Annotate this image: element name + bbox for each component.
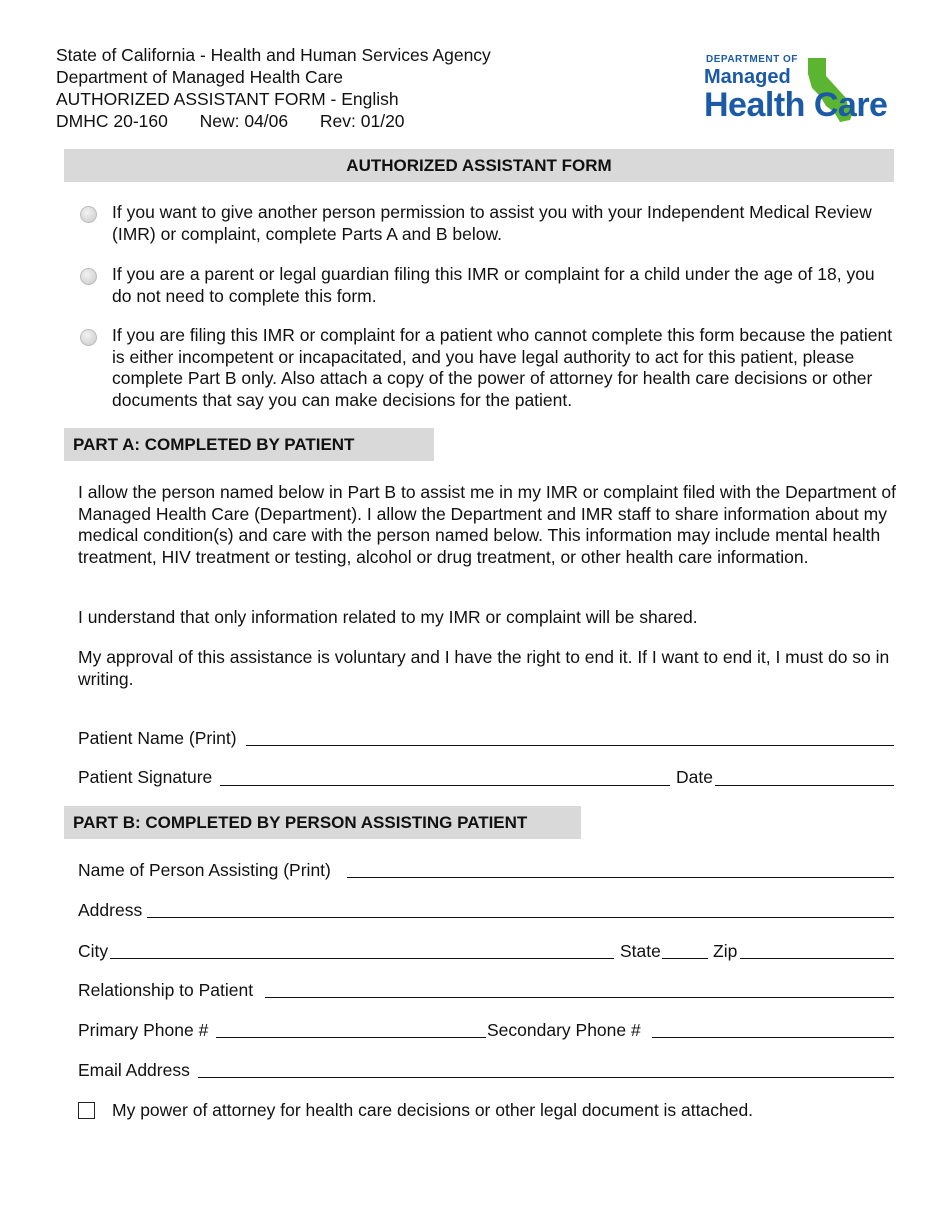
dmhc-logo <box>700 50 900 130</box>
secondary-phone-field[interactable] <box>652 1037 894 1038</box>
agency-line: State of California - Health and Human Services Agency <box>56 45 491 65</box>
assistant-name-label: Name of Person Assisting (Print) <box>78 860 331 880</box>
form-title-banner: AUTHORIZED ASSISTANT FORM <box>64 149 894 182</box>
attachment-checkbox-label: My power of attorney for health care decisions or other legal document is attached. <box>112 1100 754 1120</box>
email-label: Email Address <box>78 1060 190 1080</box>
zip-field[interactable] <box>740 958 894 959</box>
city-field[interactable] <box>110 958 614 959</box>
attachment-checkbox[interactable] <box>78 1102 95 1119</box>
part-a-heading: PART A: COMPLETED BY PATIENT <box>64 428 434 461</box>
email-field[interactable] <box>198 1077 894 1078</box>
city-label: City <box>78 941 109 961</box>
patient-signature-field[interactable] <box>220 785 670 786</box>
logo-managed-text: Managed <box>704 66 791 88</box>
secondary-phone-label: Secondary Phone # <box>487 1020 641 1040</box>
instruction-text: If you want to give another person permission to assist you with your Independent Medical Review (IMR) or complaint, complete Parts A and B below. <box>112 202 872 244</box>
patient-name-label: Patient Name (Print) <box>78 728 237 748</box>
relationship-label: Relationship to Patient <box>78 980 254 1000</box>
primary-phone-label: Primary Phone # <box>78 1020 209 1040</box>
form-number-line <box>56 111 405 132</box>
logo-health-text: Health Care <box>704 86 888 124</box>
address-label: Address <box>78 900 143 920</box>
part-a-voluntary-paragraph: My approval of this assistance is voluntary and I have the right to end it. If I want to end it, I must do so in writing. <box>78 647 890 689</box>
part-b-heading: PART B: COMPLETED BY PERSON ASSISTING PATIENT <box>64 806 581 839</box>
primary-phone-field[interactable] <box>216 1037 486 1038</box>
zip-label: Zip <box>713 941 738 961</box>
address-field[interactable] <box>147 917 894 918</box>
instruction-text: If you are a parent or legal guardian filing this IMR or complaint for a child under the age of 18, you do not need to complete this form. <box>112 264 875 306</box>
part-a-scope-paragraph: I understand that only information related to my IMR or complaint will be shared. <box>78 607 698 627</box>
patient-name-field[interactable] <box>246 745 894 746</box>
bullet-circle-icon <box>80 329 97 346</box>
bullet-circle-icon <box>80 206 97 223</box>
department-line: Department of Managed Health Care <box>56 67 343 87</box>
logo-dept-text: DEPARTMENT OF <box>706 54 798 65</box>
relationship-field[interactable] <box>265 997 894 998</box>
part-a-consent-paragraph: I allow the person named below in Part B to assist me in my IMR or complaint filed with the Department of Managed Health Care (Department). I allow the Department and IMR staff to share information about my medical condition(s) and care with the person named below. This information may include mental health treatment, HIV treatment or testing, alcohol or drug treatment, or other health care information. <box>78 482 896 567</box>
date-field[interactable] <box>715 785 894 786</box>
form-name-line: AUTHORIZED ASSISTANT FORM - English <box>56 89 399 109</box>
state-label: State <box>620 941 661 961</box>
new-date: New: 04/06 <box>199 111 289 131</box>
form-number: DMHC 20-160 <box>56 111 168 131</box>
rev-date: Rev: 01/20 <box>319 111 405 131</box>
bullet-circle-icon <box>80 268 97 285</box>
assistant-name-field[interactable] <box>347 877 894 878</box>
state-field[interactable] <box>662 958 708 959</box>
patient-signature-label: Patient Signature <box>78 767 213 787</box>
date-label: Date <box>676 767 713 787</box>
instruction-text: If you are filing this IMR or complaint for a patient who cannot complete this form because the patient is either incompetent or incapacitated, and you have legal authority to act for this patient, please complete Part B only. Also attach a copy of the power of attorney for health care decisions or other documents that say you can make decisions for the patient. <box>112 325 893 410</box>
